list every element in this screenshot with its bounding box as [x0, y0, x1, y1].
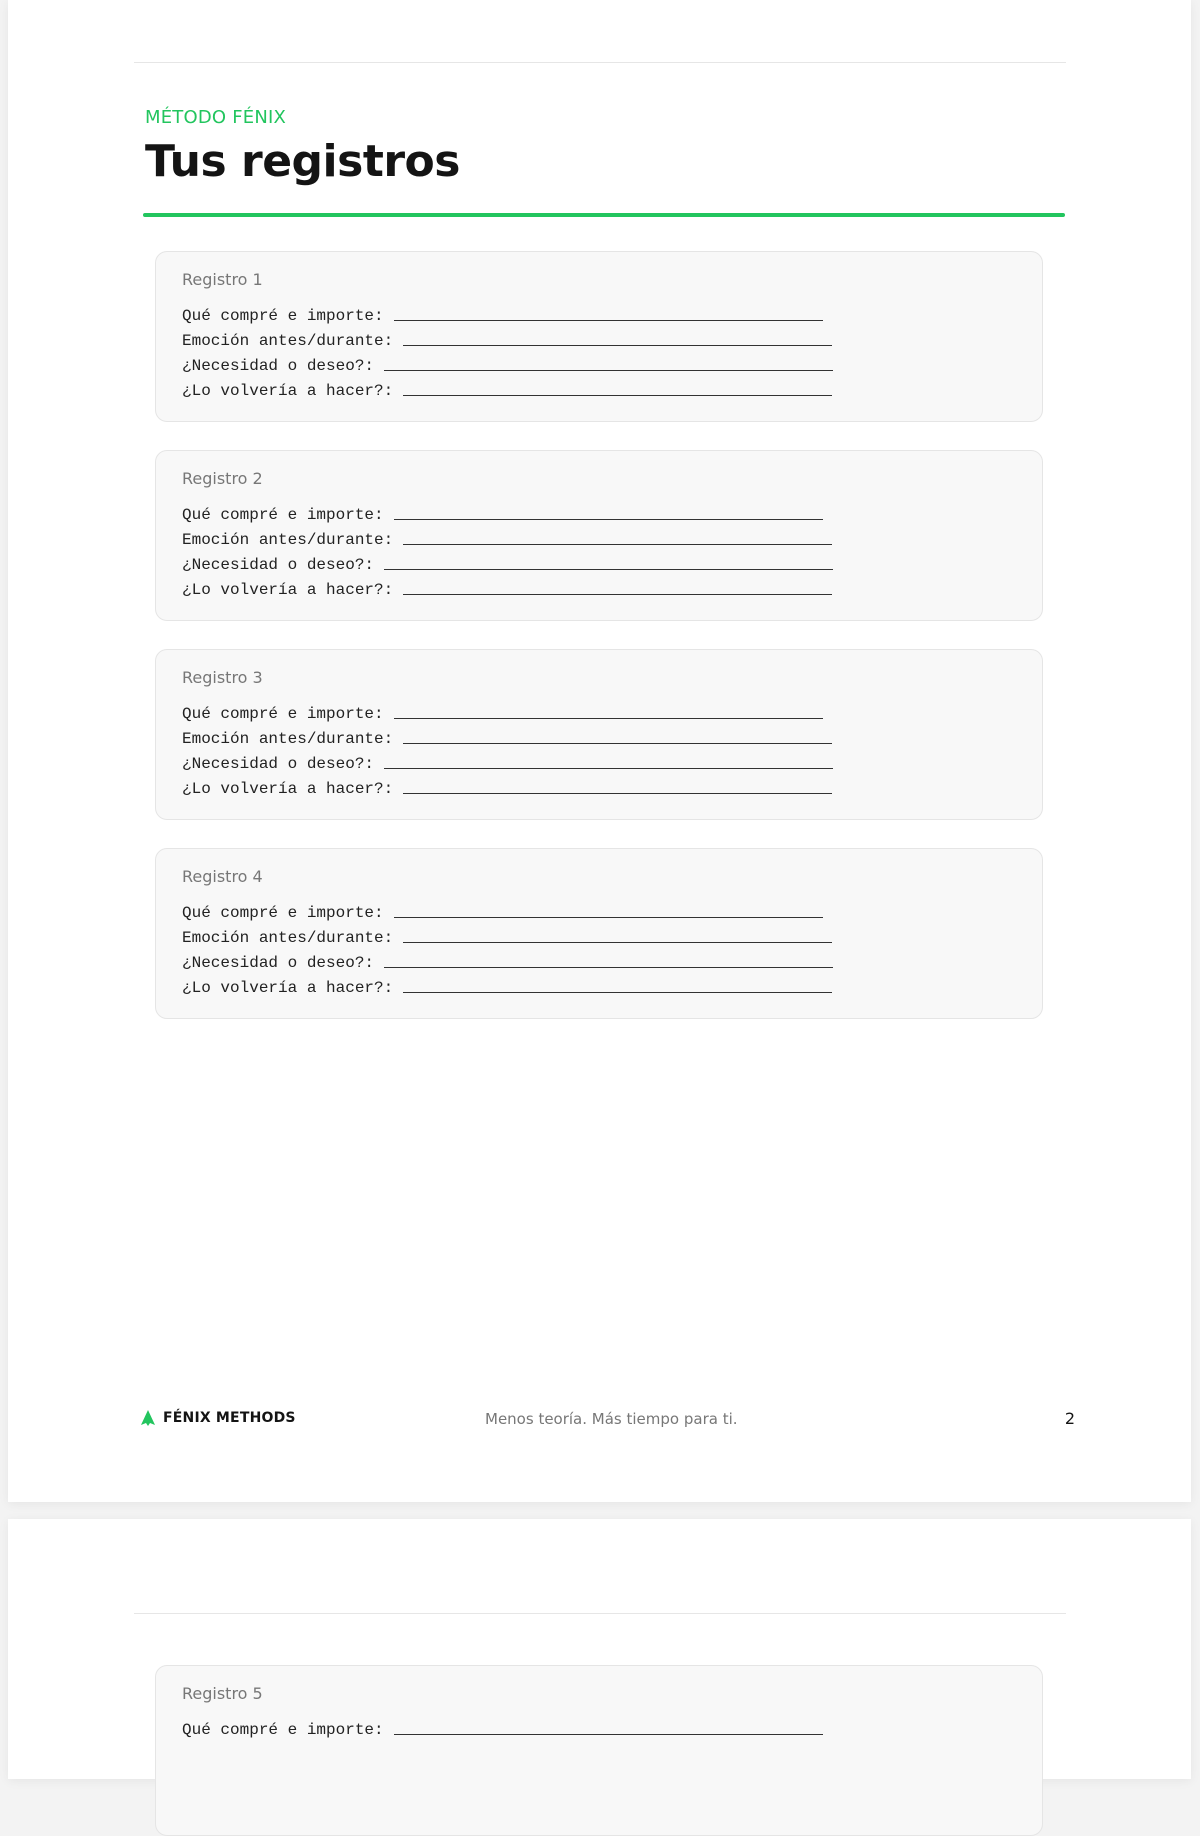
header-divider [134, 62, 1066, 63]
field-purchase [182, 701, 823, 723]
field-purchase [182, 1717, 823, 1739]
answer-line[interactable] [394, 718, 823, 719]
field-need [182, 950, 833, 972]
answer-line[interactable] [403, 544, 832, 545]
answer-line[interactable] [394, 519, 823, 520]
answer-line[interactable] [384, 569, 833, 570]
field-label-emotion: Emoción antes/durante: [182, 531, 394, 549]
answer-line[interactable] [403, 395, 832, 396]
field-need [182, 751, 833, 773]
brand-name: FÉNIX METHODS [163, 1410, 296, 1426]
footer-tagline: Menos teoría. Más tiempo para ti. [485, 1410, 738, 1428]
answer-line[interactable] [394, 320, 823, 321]
field-need [182, 353, 833, 375]
field-label-emotion: Emoción antes/durante: [182, 929, 394, 947]
record-title: Registro 1 [182, 270, 263, 289]
footer-brand [141, 1410, 296, 1426]
record-card [155, 848, 1043, 1019]
answer-line[interactable] [403, 345, 832, 346]
page-footer [134, 1408, 1075, 1432]
field-label-emotion: Emoción antes/durante: [182, 332, 394, 350]
field-emotion [182, 527, 832, 549]
record-card [155, 649, 1043, 820]
answer-line[interactable] [384, 370, 833, 371]
field-purchase [182, 900, 823, 922]
field-label-purchase: Qué compré e importe: [182, 506, 384, 524]
field-emotion [182, 328, 832, 350]
header-divider [134, 1613, 1066, 1614]
answer-line[interactable] [384, 967, 833, 968]
record-title: Registro 5 [182, 1684, 263, 1703]
record-title: Registro 2 [182, 469, 263, 488]
field-label-repeat: ¿Lo volvería a hacer?: [182, 979, 394, 997]
field-label-purchase: Qué compré e importe: [182, 1721, 384, 1739]
record-card [155, 251, 1043, 422]
field-emotion [182, 726, 832, 748]
record-title: Registro 3 [182, 668, 263, 687]
field-repeat [182, 378, 832, 400]
page-number: 2 [1064, 1409, 1075, 1428]
field-purchase [182, 303, 823, 325]
document-page-2 [8, 1519, 1191, 1779]
page-title: Tus registros [145, 136, 460, 187]
field-label-need: ¿Necesidad o deseo?: [182, 755, 375, 773]
answer-line[interactable] [384, 768, 833, 769]
answer-line[interactable] [403, 992, 832, 993]
record-card [155, 1665, 1043, 1836]
field-repeat [182, 577, 832, 599]
field-label-purchase: Qué compré e importe: [182, 904, 384, 922]
document-page-1 [8, 0, 1191, 1502]
field-repeat [182, 776, 832, 798]
field-label-emotion: Emoción antes/durante: [182, 730, 394, 748]
title-underline [143, 213, 1065, 217]
answer-line[interactable] [394, 1734, 823, 1735]
field-label-need: ¿Necesidad o deseo?: [182, 556, 375, 574]
field-label-need: ¿Necesidad o deseo?: [182, 954, 375, 972]
record-title: Registro 4 [182, 867, 263, 886]
field-label-need: ¿Necesidad o deseo?: [182, 357, 375, 375]
phoenix-arrow-icon [141, 1410, 155, 1426]
answer-line[interactable] [403, 594, 832, 595]
field-label-repeat: ¿Lo volvería a hacer?: [182, 780, 394, 798]
section-kicker: MÉTODO FÉNIX [145, 107, 287, 128]
field-label-repeat: ¿Lo volvería a hacer?: [182, 382, 394, 400]
field-emotion [182, 925, 832, 947]
field-need [182, 552, 833, 574]
answer-line[interactable] [394, 917, 823, 918]
record-card [155, 450, 1043, 621]
field-purchase [182, 502, 823, 524]
answer-line[interactable] [403, 942, 832, 943]
field-label-purchase: Qué compré e importe: [182, 705, 384, 723]
field-label-repeat: ¿Lo volvería a hacer?: [182, 581, 394, 599]
field-repeat [182, 975, 832, 997]
field-label-purchase: Qué compré e importe: [182, 307, 384, 325]
answer-line[interactable] [403, 743, 832, 744]
answer-line[interactable] [403, 793, 832, 794]
